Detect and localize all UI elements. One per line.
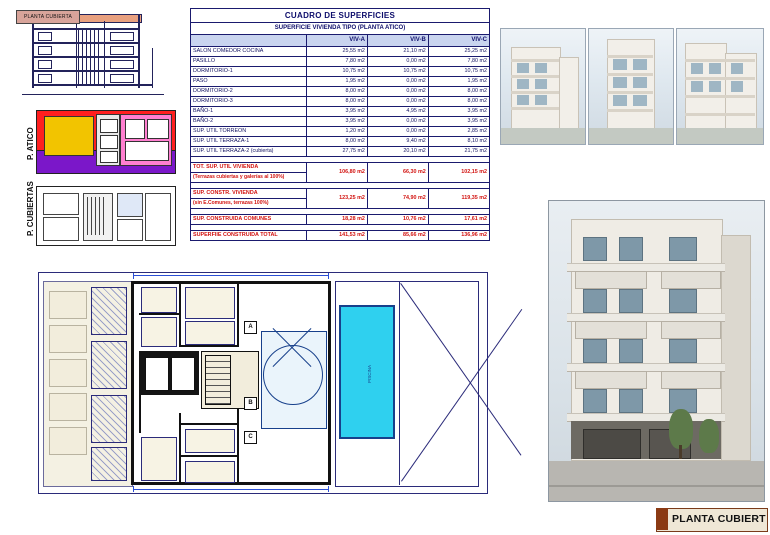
row-name: PASILLO	[191, 57, 307, 67]
row-value-a: 1,20 m2	[306, 127, 367, 137]
total-note: (sin E.Comunes, terrazas 100%)	[191, 199, 307, 209]
table-row	[191, 47, 490, 57]
section-label: PLANTA CUBIERTA	[16, 10, 80, 24]
table-total-row	[191, 215, 490, 225]
row-value-c: 8,10 m2	[428, 137, 489, 147]
atico-plan-zone-pink	[120, 114, 172, 166]
row-value-b: 4,95 m2	[367, 107, 428, 117]
row-value-a: 27,75 m2	[306, 147, 367, 157]
table-row	[191, 127, 490, 137]
total-value-c: 136,96 m2	[428, 231, 489, 241]
total-name: SUP. CONSTRUIDA COMUNES	[191, 215, 307, 225]
row-value-c: 7,80 m2	[428, 57, 489, 67]
row-value-a: 25,55 m2	[306, 47, 367, 57]
total-value-a: 18,28 m2	[306, 215, 367, 225]
atico-plan-core	[96, 114, 120, 166]
row-name: BAÑO-2	[191, 117, 307, 127]
total-name: TOT. SUP. UTIL VIVIENDA	[191, 163, 307, 173]
total-value-c: 102,15 m2	[428, 163, 489, 183]
row-value-c: 8,00 m2	[428, 87, 489, 97]
row-name: SALON COMEDOR COCINA	[191, 47, 307, 57]
row-value-c: 2,85 m2	[428, 127, 489, 137]
row-value-b: 0,00 m2	[367, 77, 428, 87]
row-value-a: 3,95 m2	[306, 117, 367, 127]
col-head-viv-c: VIV-C	[428, 35, 489, 47]
total-value-b: 74,90 m2	[367, 189, 428, 209]
table-row	[191, 57, 490, 67]
marker-a: A	[244, 321, 257, 334]
row-value-b: 0,00 m2	[367, 57, 428, 67]
row-value-b: 21,10 m2	[367, 47, 428, 57]
cubiertas-floor-plan	[36, 186, 176, 246]
col-head-blank	[191, 35, 307, 47]
row-value-a: 1,95 m2	[306, 77, 367, 87]
facade-photo	[548, 200, 765, 502]
row-value-c: 8,00 m2	[428, 97, 489, 107]
row-value-b: 0,00 m2	[367, 87, 428, 97]
total-value-c: 119,35 m2	[428, 189, 489, 209]
render-strip	[500, 28, 762, 143]
total-value-b: 85,66 m2	[367, 231, 428, 241]
total-note: (Terrazas cubiertas y galerías al 100%)	[191, 173, 307, 183]
row-value-b: 0,00 m2	[367, 97, 428, 107]
row-value-b: 0,00 m2	[367, 117, 428, 127]
title-block-text: PLANTA CUBIERT	[672, 513, 766, 525]
table-row	[191, 97, 490, 107]
table-row	[191, 67, 490, 77]
row-value-a: 8,00 m2	[306, 97, 367, 107]
row-value-a: 7,80 m2	[306, 57, 367, 67]
total-value-b: 10,76 m2	[367, 215, 428, 225]
col-head-viv-a: VIV-A	[306, 35, 367, 47]
table-row	[191, 107, 490, 117]
atico-plan-zone-yellow	[44, 116, 94, 156]
row-value-a: 8,00 m2	[306, 87, 367, 97]
table-row	[191, 77, 490, 87]
total-name: SUPERFIIE CONSTRUIDA TOTAL	[191, 231, 307, 241]
row-name: DORMITORIO-2	[191, 87, 307, 97]
title-block-tab	[656, 508, 668, 530]
row-name: DORMITORIO-1	[191, 67, 307, 77]
row-name: PASO	[191, 77, 307, 87]
row-value-c: 10,75 m2	[428, 67, 489, 77]
col-head-viv-b: VIV-B	[367, 35, 428, 47]
total-value-c: 17,61 m2	[428, 215, 489, 225]
row-name: DORMITORIO-3	[191, 97, 307, 107]
row-value-c: 25,25 m2	[428, 47, 489, 57]
row-name: SUP. UTIL TORREON	[191, 127, 307, 137]
pool-label: PISCINA	[367, 364, 372, 383]
table-row	[191, 117, 490, 127]
row-value-c: 3,95 m2	[428, 117, 489, 127]
row-value-c: 21,75 m2	[428, 147, 489, 157]
table-row	[191, 147, 490, 157]
total-value-b: 66,30 m2	[367, 163, 428, 183]
total-value-a: 141,53 m2	[306, 231, 367, 241]
roof-floor-plan	[38, 272, 488, 494]
table-header-row	[191, 35, 490, 47]
render-view-2	[588, 28, 674, 145]
surface-table-grid	[190, 8, 490, 241]
render-view-3	[676, 28, 764, 145]
table-row	[191, 137, 490, 147]
row-value-b: 20,10 m2	[367, 147, 428, 157]
marker-c: C	[244, 431, 257, 444]
row-value-a: 10,75 m2	[306, 67, 367, 77]
table-subtitle: SUPERFICIE VIVIENDA TIPO (PLANTA ATICO)	[191, 23, 490, 35]
table-row	[191, 87, 490, 97]
plan-label-atico: P. ATICO	[26, 127, 35, 160]
render-view-1	[500, 28, 586, 145]
table-total-row	[191, 189, 490, 199]
row-value-b: 10,75 m2	[367, 67, 428, 77]
table-title: CUADRO DE SUPERFICIES	[191, 9, 490, 23]
row-value-a: 8,00 m2	[306, 137, 367, 147]
row-value-c: 1,95 m2	[428, 77, 489, 87]
total-value-a: 123,25 m2	[306, 189, 367, 209]
marker-b: B	[244, 397, 257, 410]
total-value-a: 106,80 m2	[306, 163, 367, 183]
table-total-row	[191, 163, 490, 173]
row-value-c: 3,95 m2	[428, 107, 489, 117]
row-value-a: 3,95 m2	[306, 107, 367, 117]
table-total-row	[191, 231, 490, 241]
row-name: SUP. UTIL TERRAZA-2 (cubierta)	[191, 147, 307, 157]
total-name: SUP. CONSTR. VIVIENDA	[191, 189, 307, 199]
row-name: SUP. UTIL TERRAZA-1	[191, 137, 307, 147]
row-name: BAÑO-1	[191, 107, 307, 117]
plan-label-cubiertas: P. CUBIERTAS	[26, 181, 35, 236]
surface-table	[190, 8, 490, 248]
row-value-b: 0,00 m2	[367, 127, 428, 137]
row-value-b: 9,40 m2	[367, 137, 428, 147]
